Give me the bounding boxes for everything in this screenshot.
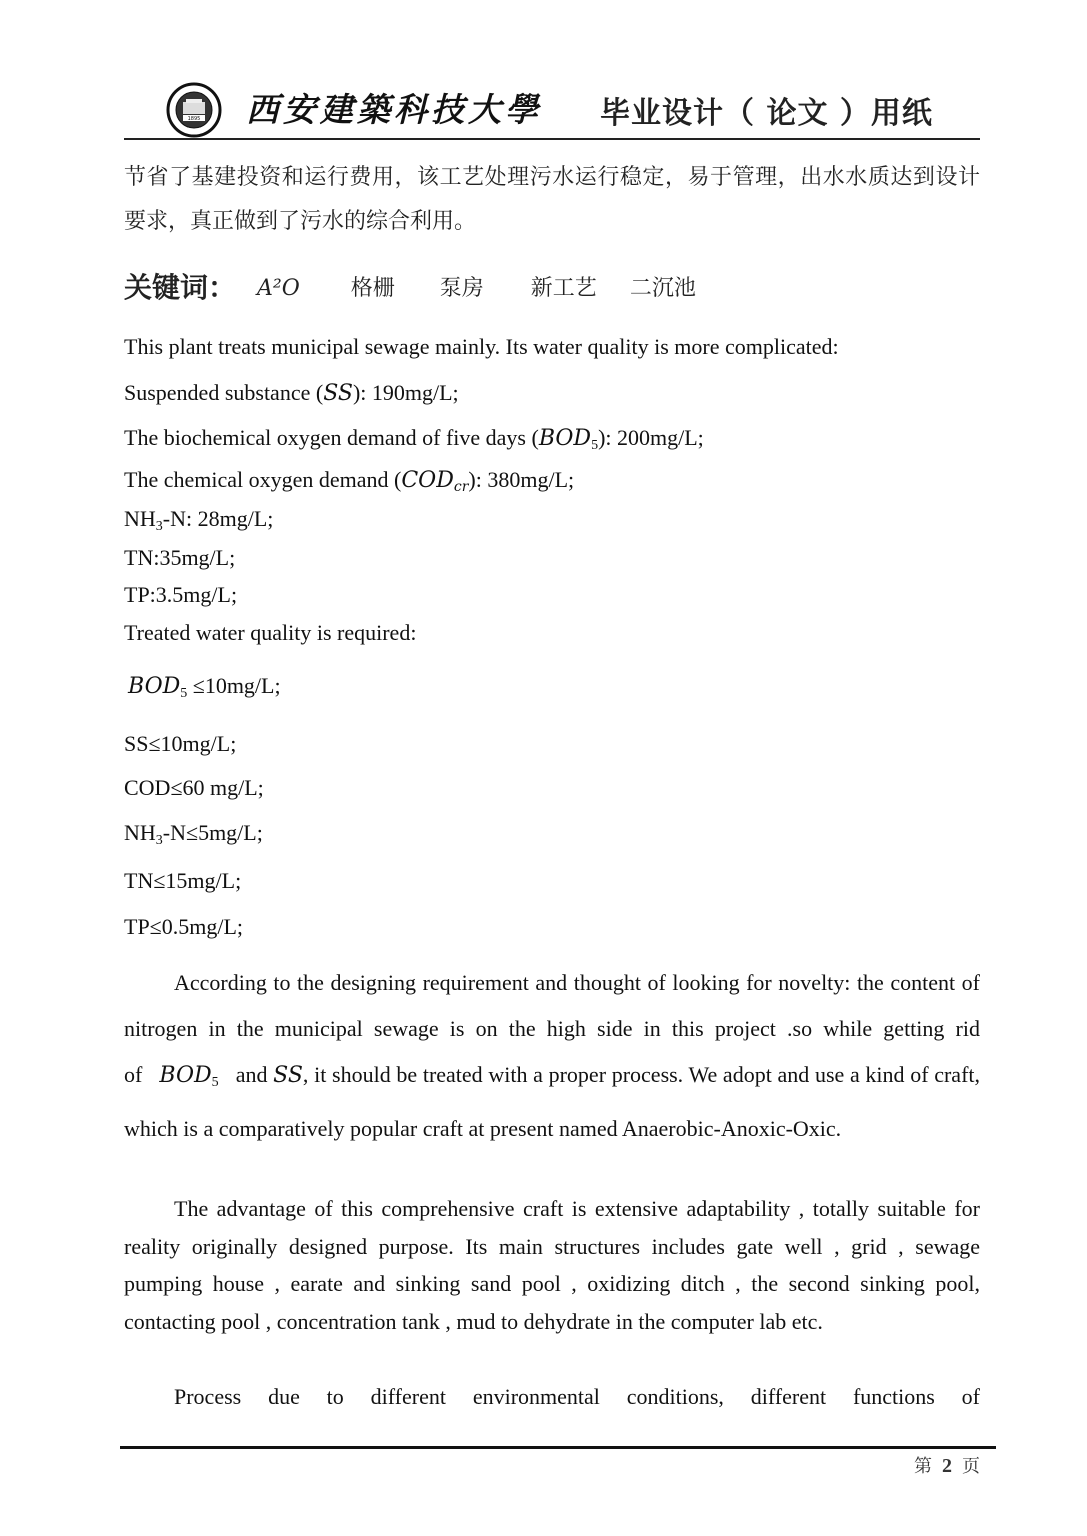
influent-line: TN:35mg/L;: [124, 545, 236, 570]
english-intro: This plant treats municipal sewage mainly. Its water quality is more complicated:: [124, 334, 839, 359]
keywords-label: 关键词：: [124, 271, 237, 304]
university-seal-icon: [166, 82, 222, 138]
svg-text:1895: 1895: [187, 116, 201, 122]
university-name: 西安建築科技大學: [246, 90, 542, 129]
influent-line: Suspended substance (SS): 190mg/L;: [124, 380, 459, 406]
influent-line: The chemical oxygen demand $(COD_{cr})$: 380mg/L;: [124, 467, 575, 495]
keyword-item: 格栅: [350, 276, 395, 301]
required-line: COD≤60 mg/L;: [124, 775, 264, 800]
keyword-item: 二沉池: [629, 276, 696, 301]
keyword-item: A²O: [257, 276, 300, 301]
required-line: SS≤10mg/L;: [124, 731, 237, 756]
abstract-cn: [124, 156, 980, 244]
paragraph-process-choice: According to the designing requirement and thought of looking for novelty: the content of nitrogen in the municipal sewage is on the high side in this project .so while getting rid of $BOD_5$ and SS, it should be treated with a proper process. We adopt and use a kind of craft, which is a comparatively popular craft at present named Anaerobic-Anoxic-Oxic.: [124, 970, 981, 1141]
keywords-line: [124, 266, 696, 310]
required-line: TP≤0.5mg/L;: [124, 914, 244, 939]
paragraph-process-conditions: Process due to different environmental conditions, different functions of: [174, 1384, 980, 1409]
paragraph-advantage: The advantage of this comprehensive craft is extensive adaptability , totally suitable for reality originally designed purpose. Its main structures includes gate well , grid , sewage pumping house , earate and sinking sand pool , oxidizing ditch , the second sinking pool, contacting pool , concentration tank , mud to dehydrate in the computer lab etc.: [124, 1196, 980, 1334]
influent-line: The biochemical oxygen demand of five days $(BOD_5)$: 200mg/L;: [124, 425, 704, 453]
keyword-item: 泵房: [439, 276, 484, 301]
required-line: $NH_3-N\le 5mg/L$;: [124, 820, 263, 848]
required-line: TN≤15mg/L;: [124, 868, 242, 893]
header-divider: [124, 138, 980, 140]
paper-type-label: 毕业设计（ 论文 ）用纸: [600, 96, 933, 131]
page-header: [124, 70, 980, 140]
abstract-cn-text: 节省了基建投资和运行费用，该工艺处理污水运行稳定，易于管理，出水水质达到设计要求，真正做到了污水的综合利用。: [124, 165, 980, 234]
page-number: 第 2 页: [914, 1455, 980, 1477]
influent-line: TP:3.5mg/L;: [124, 582, 238, 607]
keyword-item: 新工艺: [530, 276, 597, 301]
required-heading: Treated water quality is required:: [124, 620, 417, 645]
required-line: $BOD_5 \le 10mg/L$;: [128, 673, 281, 701]
influent-line: $NH_3-N$: 28mg/L;: [124, 506, 274, 534]
footer-divider: [120, 1446, 996, 1449]
